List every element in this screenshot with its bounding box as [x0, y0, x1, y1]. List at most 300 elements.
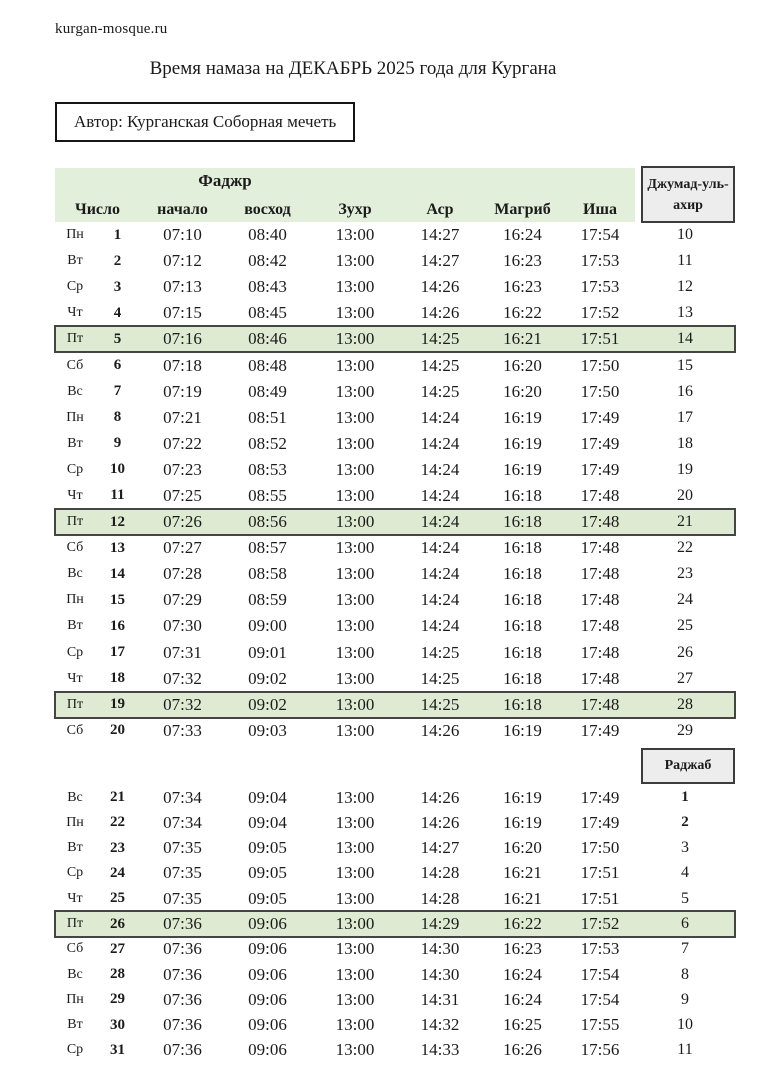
cell-fajr-start: 07:27 — [163, 538, 202, 558]
cell-sunrise: 08:52 — [248, 433, 287, 453]
cell-maghrib: 16:21 — [503, 888, 542, 908]
cell-asr: 14:25 — [420, 381, 460, 401]
cell-isha: 17:48 — [580, 642, 620, 662]
cell-hijri-date: 10 — [677, 226, 693, 244]
cell-weekday: Пн — [66, 991, 84, 1007]
cell-isha: 17:48 — [580, 694, 620, 714]
cell-maghrib: 16:21 — [503, 863, 542, 883]
cell-isha: 17:51 — [580, 329, 620, 349]
cell-date: 12 — [110, 513, 125, 530]
cell-hijri-date: 28 — [677, 695, 693, 713]
cell-asr: 14:25 — [420, 642, 460, 662]
cell-fajr-start: 07:21 — [163, 407, 202, 427]
cell-sunrise: 09:04 — [248, 787, 287, 807]
cell-fajr-start: 07:35 — [163, 888, 202, 908]
cell-fajr-start: 07:29 — [163, 590, 202, 610]
cell-weekday: Пт — [66, 696, 84, 712]
cell-fajr-start: 07:10 — [163, 225, 202, 245]
cell-hijri-date: 10 — [677, 1016, 693, 1034]
cell-weekday: Пн — [66, 409, 84, 425]
author-box — [55, 102, 355, 142]
cell-hijri-date: 1 — [681, 789, 689, 806]
cell-asr: 14:24 — [420, 407, 460, 427]
cell-sunrise: 08:40 — [248, 225, 287, 245]
cell-sunrise: 08:58 — [248, 564, 287, 584]
cell-date: 22 — [110, 814, 125, 831]
cell-isha: 17:49 — [580, 720, 620, 740]
cell-maghrib: 16:24 — [503, 964, 542, 984]
cell-asr: 14:24 — [420, 590, 460, 610]
cell-hijri-date: 21 — [677, 513, 693, 531]
cell-maghrib: 16:25 — [503, 1015, 542, 1035]
cell-fajr-start: 07:28 — [163, 564, 202, 584]
cell-fajr-start: 07:34 — [163, 812, 202, 832]
cell-weekday: Сб — [66, 722, 84, 738]
cell-maghrib: 16:18 — [503, 616, 542, 636]
cell-date: 19 — [110, 696, 125, 713]
cell-weekday: Вт — [67, 435, 83, 451]
cell-weekday: Чт — [67, 487, 83, 503]
cell-sunrise: 09:05 — [248, 863, 287, 883]
hijri-month-box-jumada: Джумад-уль-ахир — [641, 166, 735, 223]
cell-asr: 14:24 — [420, 485, 460, 505]
cell-hijri-date: 24 — [677, 591, 693, 609]
cell-weekday: Вт — [67, 840, 83, 856]
cell-hijri-date: 5 — [681, 889, 689, 907]
cell-date: 8 — [113, 409, 122, 426]
table-row — [55, 886, 735, 911]
cell-isha: 17:54 — [580, 989, 620, 1009]
cell-hijri-date: 27 — [677, 669, 693, 687]
cell-date: 10 — [110, 461, 125, 478]
header-asr: Аср — [426, 201, 454, 218]
cell-asr: 14:28 — [420, 888, 460, 908]
cell-isha: 17:48 — [580, 538, 620, 558]
cell-hijri-date: 22 — [677, 539, 693, 557]
cell-asr: 14:31 — [420, 989, 460, 1009]
cell-date: 17 — [110, 644, 125, 661]
cell-weekday: Сб — [66, 540, 84, 556]
cell-isha: 17:50 — [580, 355, 620, 375]
cell-weekday: Сб — [66, 941, 84, 957]
cell-asr: 14:25 — [420, 355, 460, 375]
cell-date: 6 — [113, 357, 122, 374]
cell-zuhr: 13:00 — [335, 720, 375, 740]
cell-date: 21 — [110, 789, 125, 806]
cell-asr: 14:27 — [420, 838, 460, 858]
cell-maghrib: 16:18 — [503, 564, 542, 584]
table-row — [55, 937, 735, 962]
cell-date: 23 — [110, 839, 125, 856]
table-row — [55, 431, 735, 457]
cell-fajr-start: 07:25 — [163, 485, 202, 505]
cell-fajr-start: 07:33 — [163, 720, 202, 740]
table-row — [55, 587, 735, 613]
cell-weekday: Чт — [67, 890, 83, 906]
table-row — [55, 640, 735, 666]
cell-weekday: Вт — [67, 253, 83, 269]
cell-maghrib: 16:19 — [503, 433, 542, 453]
table-row — [55, 561, 735, 587]
cell-sunrise: 09:04 — [248, 812, 287, 832]
cell-maghrib: 16:23 — [503, 277, 542, 297]
cell-hijri-date: 3 — [681, 839, 689, 857]
site-url[interactable]: kurgan-mosque.ru — [55, 21, 168, 37]
cell-asr: 14:24 — [420, 459, 460, 479]
cell-weekday: Пн — [66, 592, 84, 608]
cell-maghrib: 16:18 — [503, 538, 542, 558]
cell-asr: 14:26 — [420, 277, 460, 297]
cell-sunrise: 09:05 — [248, 838, 287, 858]
cell-hijri-date: 11 — [677, 252, 693, 270]
table-row — [55, 352, 735, 378]
cell-hijri-date: 16 — [677, 382, 693, 400]
table-row — [55, 405, 735, 431]
cell-isha: 17:51 — [580, 863, 620, 883]
cell-sunrise: 08:59 — [248, 590, 287, 610]
cell-weekday: Ср — [66, 279, 84, 295]
cell-isha: 17:50 — [580, 381, 620, 401]
cell-isha: 17:48 — [580, 564, 620, 584]
cell-maghrib: 16:20 — [503, 355, 542, 375]
cell-date: 5 — [113, 330, 122, 347]
cell-sunrise: 09:00 — [248, 616, 287, 636]
cell-isha: 17:52 — [580, 914, 620, 933]
cell-weekday: Ср — [66, 1042, 84, 1058]
cell-date: 4 — [113, 304, 122, 321]
cell-isha: 17:54 — [580, 225, 620, 245]
cell-weekday: Сб — [66, 357, 84, 373]
cell-fajr-start: 07:26 — [163, 512, 202, 532]
cell-maghrib: 16:20 — [503, 381, 542, 401]
header-fajr-group: Фаджр — [198, 171, 252, 190]
table-row — [55, 535, 735, 561]
cell-hijri-date: 6 — [681, 915, 689, 932]
cell-maghrib: 16:26 — [503, 1040, 542, 1060]
cell-date: 20 — [110, 722, 125, 739]
cell-asr: 14:24 — [420, 616, 460, 636]
cell-maghrib: 16:18 — [503, 694, 542, 714]
cell-asr: 14:26 — [420, 812, 460, 832]
cell-zuhr: 13:00 — [335, 914, 375, 933]
cell-zuhr: 13:00 — [335, 838, 375, 858]
cell-fajr-start: 07:36 — [163, 939, 202, 959]
cell-zuhr: 13:00 — [335, 668, 375, 688]
cell-sunrise: 09:06 — [248, 914, 287, 933]
cell-date: 9 — [113, 435, 122, 452]
month-change-row — [55, 744, 735, 785]
cell-zuhr: 13:00 — [335, 485, 375, 505]
cell-isha: 17:53 — [580, 251, 620, 271]
cell-fajr-start: 07:13 — [163, 277, 202, 297]
cell-zuhr: 13:00 — [335, 381, 375, 401]
cell-hijri-date: 12 — [677, 278, 693, 296]
cell-weekday: Пн — [66, 814, 84, 830]
table-row — [55, 785, 735, 810]
cell-fajr-start: 07:35 — [163, 863, 202, 883]
cell-isha: 17:48 — [580, 512, 620, 532]
cell-sunrise: 08:43 — [248, 277, 287, 297]
cell-zuhr: 13:00 — [335, 888, 375, 908]
cell-maghrib: 16:24 — [503, 989, 542, 1009]
cell-hijri-date: 9 — [681, 990, 689, 1008]
cell-date: 7 — [113, 383, 122, 400]
cell-maghrib: 16:20 — [503, 838, 542, 858]
cell-isha: 17:50 — [580, 838, 620, 858]
cell-maghrib: 16:19 — [503, 407, 542, 427]
header-date: Число — [74, 201, 121, 218]
cell-fajr-start: 07:16 — [163, 329, 202, 349]
cell-date: 2 — [113, 252, 122, 269]
cell-sunrise: 08:49 — [248, 381, 287, 401]
cell-weekday: Вт — [67, 618, 83, 634]
cell-zuhr: 13:00 — [335, 863, 375, 883]
cell-zuhr: 13:00 — [335, 459, 375, 479]
cell-asr: 14:24 — [420, 564, 460, 584]
cell-date: 18 — [110, 670, 125, 687]
cell-asr: 14:24 — [420, 538, 460, 558]
cell-isha: 17:48 — [580, 590, 620, 610]
cell-weekday: Ср — [66, 644, 84, 660]
table-row — [55, 666, 735, 692]
cell-zuhr: 13:00 — [335, 939, 375, 959]
cell-maghrib: 16:18 — [503, 642, 542, 662]
cell-fajr-start: 07:36 — [163, 1015, 202, 1035]
cell-weekday: Чт — [67, 670, 83, 686]
cell-hijri-date: 29 — [677, 721, 693, 739]
table-row — [55, 613, 735, 639]
cell-maghrib: 16:22 — [503, 914, 542, 933]
header-isha: Иша — [583, 201, 617, 218]
cell-isha: 17:49 — [580, 812, 620, 832]
cell-isha: 17:48 — [580, 485, 620, 505]
cell-maghrib: 16:19 — [503, 720, 542, 740]
cell-zuhr: 13:00 — [335, 1015, 375, 1035]
header-zuhr: Зухр — [338, 201, 372, 218]
cell-sunrise: 08:55 — [248, 485, 287, 505]
cell-weekday: Пн — [66, 227, 84, 243]
cell-fajr-start: 07:31 — [163, 642, 202, 662]
cell-fajr-start: 07:23 — [163, 459, 202, 479]
cell-zuhr: 13:00 — [335, 512, 375, 532]
cell-sunrise: 08:57 — [248, 538, 287, 558]
header-sunrise: восход — [244, 201, 291, 218]
cell-hijri-date: 8 — [681, 965, 689, 983]
cell-asr: 14:29 — [420, 914, 460, 933]
table-row — [55, 509, 735, 535]
cell-maghrib: 16:23 — [503, 251, 542, 271]
cell-zuhr: 13:00 — [335, 303, 375, 323]
cell-fajr-start: 07:18 — [163, 355, 202, 375]
cell-date: 30 — [110, 1016, 125, 1033]
cell-hijri-date: 7 — [681, 940, 689, 958]
table-row — [55, 379, 735, 405]
cell-hijri-date: 14 — [677, 330, 693, 348]
table-row — [55, 861, 735, 886]
header-green-band — [55, 168, 635, 222]
cell-hijri-date: 4 — [681, 864, 689, 882]
cell-weekday: Ср — [66, 865, 84, 881]
cell-date: 31 — [110, 1041, 125, 1058]
cell-isha: 17:49 — [580, 407, 620, 427]
cell-weekday: Вс — [67, 566, 83, 582]
cell-asr: 14:26 — [420, 303, 460, 323]
cell-zuhr: 13:00 — [335, 225, 375, 245]
cell-sunrise: 08:48 — [248, 355, 287, 375]
cell-isha: 17:48 — [580, 616, 620, 636]
cell-maghrib: 16:19 — [503, 812, 542, 832]
cell-sunrise: 08:51 — [248, 407, 287, 427]
cell-isha: 17:54 — [580, 964, 620, 984]
cell-asr: 14:24 — [420, 512, 460, 532]
cell-maghrib: 16:18 — [503, 668, 542, 688]
cell-zuhr: 13:00 — [335, 355, 375, 375]
cell-isha: 17:49 — [580, 433, 620, 453]
cell-fajr-start: 07:35 — [163, 838, 202, 858]
cell-asr: 14:26 — [420, 787, 460, 807]
table-row — [55, 835, 735, 860]
cell-weekday: Вт — [67, 1017, 83, 1033]
cell-weekday: Чт — [67, 305, 83, 321]
table-row — [55, 457, 735, 483]
cell-fajr-start: 07:36 — [163, 989, 202, 1009]
prayer-times-table — [55, 168, 735, 1063]
cell-sunrise: 08:53 — [248, 459, 287, 479]
cell-asr: 14:27 — [420, 225, 460, 245]
cell-zuhr: 13:00 — [335, 964, 375, 984]
cell-hijri-date: 18 — [677, 434, 693, 452]
cell-fajr-start: 07:15 — [163, 303, 202, 323]
cell-fajr-start: 07:32 — [163, 668, 202, 688]
header-maghrib: Магриб — [494, 201, 551, 218]
table-body-jumada — [55, 222, 735, 744]
table-row — [55, 1013, 735, 1038]
cell-maghrib: 16:18 — [503, 485, 542, 505]
cell-hijri-date: 15 — [677, 356, 693, 374]
cell-fajr-start: 07:36 — [163, 1040, 202, 1060]
cell-sunrise: 08:56 — [248, 512, 287, 532]
cell-isha: 17:48 — [580, 668, 620, 688]
table-row — [55, 483, 735, 509]
cell-weekday: Пт — [66, 916, 84, 931]
cell-isha: 17:56 — [580, 1040, 620, 1060]
table-row — [55, 300, 735, 326]
cell-asr: 14:28 — [420, 863, 460, 883]
cell-date: 1 — [113, 226, 122, 243]
cell-hijri-date: 17 — [677, 408, 693, 426]
cell-asr: 14:26 — [420, 720, 460, 740]
cell-zuhr: 13:00 — [335, 1040, 375, 1060]
table-row — [55, 718, 735, 744]
cell-asr: 14:27 — [420, 251, 460, 271]
header-fajr-start: начало — [157, 201, 208, 218]
cell-date: 3 — [113, 278, 122, 295]
cell-maghrib: 16:24 — [503, 225, 542, 245]
cell-zuhr: 13:00 — [335, 989, 375, 1009]
cell-isha: 17:53 — [580, 939, 620, 959]
cell-fajr-start: 07:36 — [163, 964, 202, 984]
cell-sunrise: 09:06 — [248, 964, 287, 984]
table-row — [55, 987, 735, 1012]
cell-sunrise: 08:45 — [248, 303, 287, 323]
cell-weekday: Вс — [67, 789, 83, 805]
cell-fajr-start: 07:12 — [163, 251, 202, 271]
table-row — [55, 692, 735, 718]
cell-date: 15 — [110, 591, 125, 608]
table-row — [55, 1038, 735, 1063]
cell-hijri-date: 13 — [677, 304, 693, 322]
cell-hijri-date: 20 — [677, 486, 693, 504]
cell-hijri-date: 2 — [681, 814, 689, 831]
cell-date: 11 — [110, 487, 125, 504]
cell-zuhr: 13:00 — [335, 812, 375, 832]
cell-asr: 14:24 — [420, 433, 460, 453]
cell-zuhr: 13:00 — [335, 407, 375, 427]
cell-sunrise: 09:05 — [248, 888, 287, 908]
cell-date: 16 — [110, 617, 125, 634]
cell-fajr-start: 07:32 — [163, 694, 202, 714]
cell-zuhr: 13:00 — [335, 642, 375, 662]
table-row — [55, 222, 735, 248]
cell-zuhr: 13:00 — [335, 616, 375, 636]
table-row — [55, 962, 735, 987]
cell-sunrise: 09:06 — [248, 1040, 287, 1060]
table-header — [55, 168, 735, 222]
cell-asr: 14:25 — [420, 668, 460, 688]
cell-date: 14 — [110, 565, 125, 582]
cell-weekday: Пт — [66, 331, 84, 347]
cell-zuhr: 13:00 — [335, 277, 375, 297]
cell-weekday: Вс — [67, 383, 83, 399]
cell-asr: 14:30 — [420, 939, 460, 959]
cell-date: 13 — [110, 539, 125, 556]
cell-zuhr: 13:00 — [335, 538, 375, 558]
cell-sunrise: 09:02 — [248, 668, 287, 688]
header-columns-row — [55, 201, 635, 219]
cell-date: 27 — [110, 940, 125, 957]
cell-fajr-start: 07:36 — [163, 914, 202, 933]
cell-maghrib: 16:19 — [503, 459, 542, 479]
cell-isha: 17:53 — [580, 277, 620, 297]
cell-asr: 14:25 — [420, 694, 460, 714]
cell-isha: 17:51 — [580, 888, 620, 908]
cell-zuhr: 13:00 — [335, 590, 375, 610]
cell-fajr-start: 07:34 — [163, 787, 202, 807]
cell-date: 24 — [110, 864, 125, 881]
table-row — [55, 326, 735, 352]
cell-sunrise: 09:06 — [248, 939, 287, 959]
cell-weekday: Пт — [66, 514, 84, 530]
cell-zuhr: 13:00 — [335, 694, 375, 714]
cell-hijri-date: 25 — [677, 617, 693, 635]
cell-sunrise: 09:06 — [248, 989, 287, 1009]
cell-date: 26 — [110, 915, 125, 932]
cell-fajr-start: 07:19 — [163, 381, 202, 401]
cell-maghrib: 16:18 — [503, 590, 542, 610]
cell-maghrib: 16:22 — [503, 303, 542, 323]
cell-sunrise: 09:01 — [248, 642, 287, 662]
cell-hijri-date: 11 — [677, 1041, 693, 1059]
author-label: Автор: Курганская Соборная мечеть — [74, 112, 337, 131]
cell-sunrise: 09:06 — [248, 1015, 287, 1035]
cell-sunrise: 08:46 — [248, 329, 287, 349]
table-row — [55, 248, 735, 274]
cell-asr: 14:32 — [420, 1015, 460, 1035]
cell-asr: 14:33 — [420, 1040, 460, 1060]
cell-zuhr: 13:00 — [335, 251, 375, 271]
hijri-month-box-rajab: Раджаб — [641, 748, 735, 784]
cell-date: 28 — [110, 966, 125, 983]
